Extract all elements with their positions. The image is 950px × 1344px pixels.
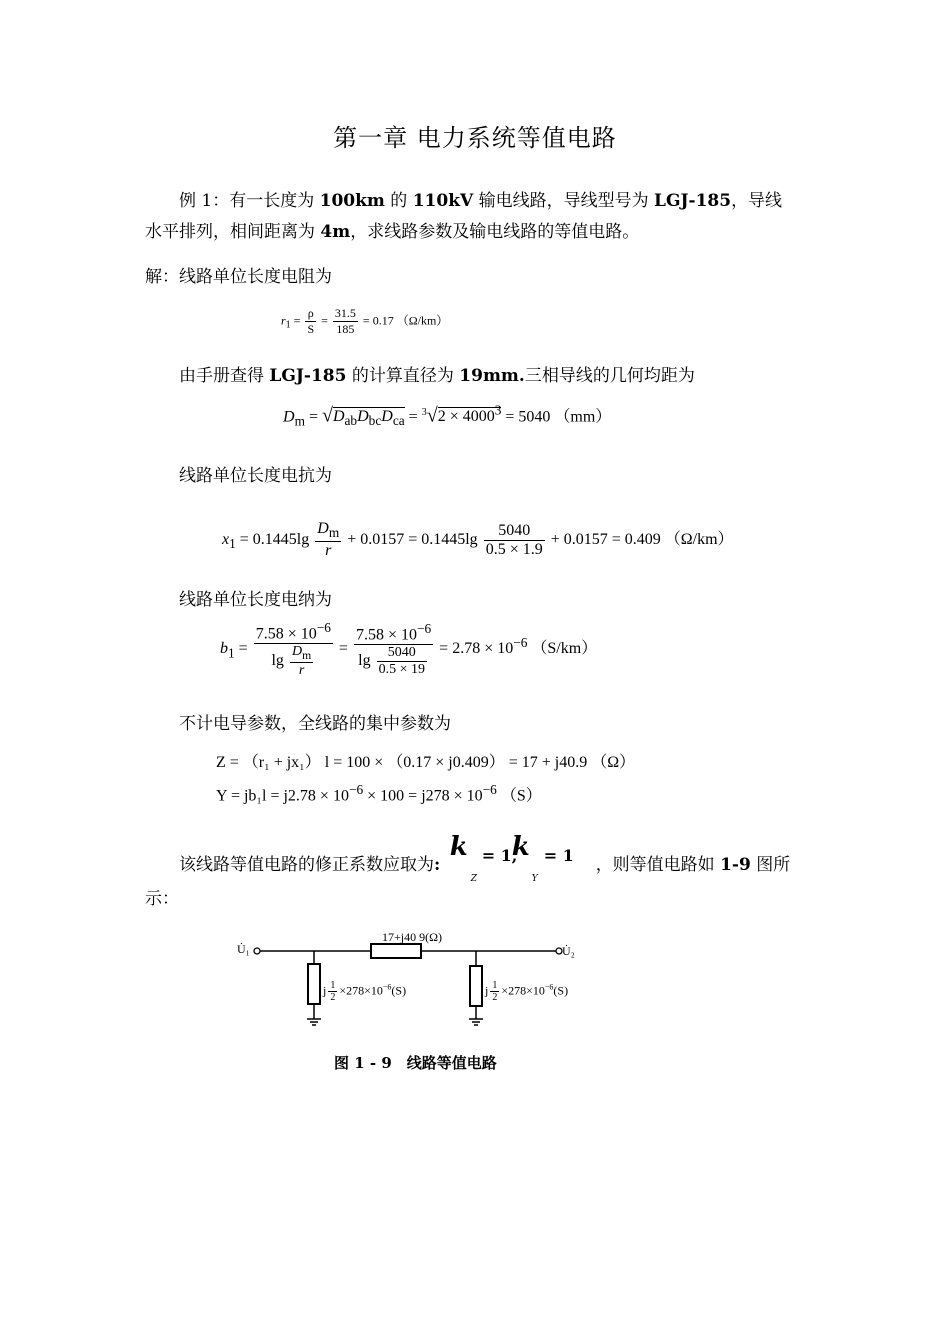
right-shunt-label: j $\frac{1}{2}$ $\times 278\times 10^{-6}(S)$ <box>485 980 569 1003</box>
reactance-equation: $x_1 = 0.1445\lg$ $\frac{D_m}{r}$ + 0.0157 = 0.1445lg $\frac{5040}{0.5 \times 1.9}$ + 0.0157 = 0.409 （Ω/km） <box>222 520 734 560</box>
correction-coefficient-line: 该线路等值电路的修正系数应取为: k Z = 1, k Y = 1 ，则等值电路如 1-9 图所 <box>179 832 791 884</box>
sending-terminal <box>254 948 260 954</box>
conductor-type: LGJ-185 <box>654 191 732 211</box>
right-ground-icon <box>469 1019 483 1025</box>
lumped-parameters-intro: 不计电导参数，全线路的集中参数为 <box>179 714 451 734</box>
phase-spacing: 4m <box>320 222 351 242</box>
sending-voltage-label: U̇₁ <box>237 942 250 956</box>
resistance-equation: $r_1$ = $\frac{\rho}{S}$ = $\frac{31.5}{185}$ = 0.17 （Ω/km） <box>281 306 449 336</box>
left-shunt-label: j $\frac{1}{2}$ $\times 278\times 10^{-6}(S)$ <box>323 980 407 1003</box>
series-impedance <box>371 944 421 958</box>
admittance-equation: $Y = jb_1l = j2.78 \times 10^{-6} \times 100 = j278 \times 10^{-6}$ （S） <box>216 782 542 805</box>
impedance-equation: Z = （r₁ + jx₁） l = 100 × （0.17 × j0.409） = 17 + j40.9 （Ω） <box>216 754 636 771</box>
line-length: 100km <box>319 191 385 211</box>
figure-caption: 图 1 - 9 线路等值电路 <box>334 1054 497 1072</box>
geometric-mean-distance-equation: $D_m = √D_{ab}D_{bc}D_{ca} = ^3√2 \times 4000^3 = 5040$ （mm） <box>283 403 612 429</box>
solution-intro: 解：线路单位长度电阻为 <box>145 267 332 287</box>
chapter-title: 第一章 电力系统等值电路 <box>333 124 617 152</box>
example-paragraph: 例 1：有一长度为 100km 的 110kV 输电线路，导线型号为 LGJ-185，导线 水平排列，相间距离为 4m，求线路参数及输电线路的等值电路。 <box>145 191 783 242</box>
example-label: 例 1 <box>179 191 213 211</box>
right-shunt-admittance <box>470 966 482 1006</box>
correction-coefficient-line-2: 示： <box>145 889 179 909</box>
susceptance-equation: $b_1$ = $7.58 \times 10^{-6}$ lg $\frac{D_m}{r}$ = $7.58 \times 10^{-6}$ lg $\frac{5040}{0.5 \times 19}$ = $2.78 \times 10^{-6}$ （S/km） <box>220 620 598 679</box>
series-impedance-label: 17+j40 9(Ω) <box>382 930 443 944</box>
left-ground-icon <box>307 1019 321 1025</box>
receiving-voltage-label: U̇₂ <box>562 944 575 958</box>
susceptance-intro: 线路单位长度电纳为 <box>179 590 332 610</box>
line-voltage: 110kV <box>412 191 474 211</box>
handbook-line: 由手册查得 LGJ-185 的计算直径为 19mm.三相导线的几何均距为 <box>179 366 695 386</box>
left-shunt-admittance <box>308 964 320 1004</box>
reactance-intro: 线路单位长度电抗为 <box>179 466 332 486</box>
